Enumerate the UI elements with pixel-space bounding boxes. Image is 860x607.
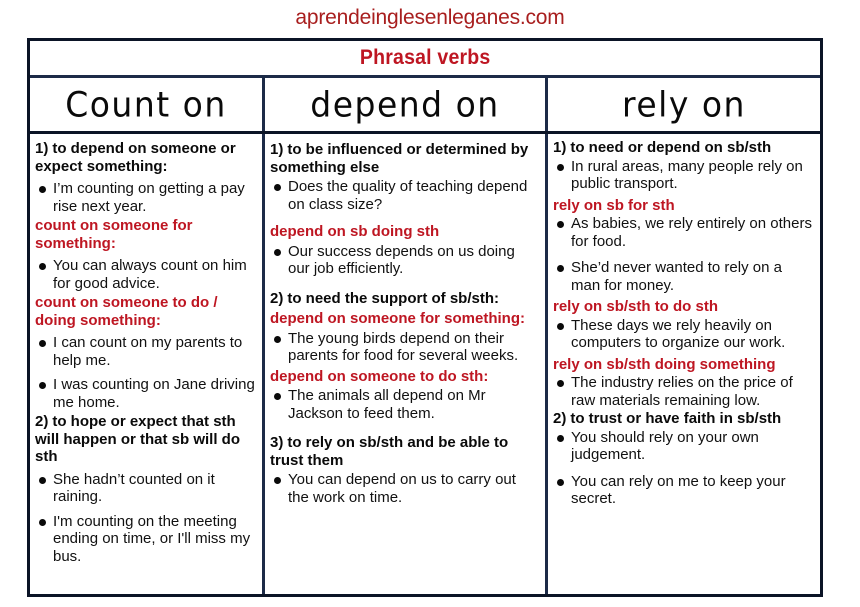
column-header-label: Count on (65, 83, 227, 125)
example-list (553, 429, 815, 508)
example-list (35, 334, 257, 411)
example-list (270, 243, 540, 278)
example-item: She’d never wanted to rely on a man for money. (553, 259, 815, 294)
example-list (553, 158, 815, 193)
sense-text: to need the support of sb/sth: (287, 289, 499, 307)
example-item: I was counting on Jane driving me home. (35, 376, 257, 411)
example-item: Our success depends on us doing our job efficiently. (270, 243, 540, 278)
example-list (35, 180, 257, 215)
sense-text: to trust or have faith in sb/sth (570, 410, 782, 427)
phrasal-verbs-table (27, 38, 823, 597)
example-item: You can depend on us to carry out the work on time. (270, 471, 540, 506)
example-item: The animals all depend on Mr Jackson to feed them. (270, 387, 540, 422)
pattern-heading: depend on someone for something: (270, 310, 526, 327)
sense-number: 2) (270, 289, 284, 307)
example-list (270, 330, 540, 365)
sense-definition (553, 138, 815, 157)
sense-definition (270, 433, 540, 469)
pattern-heading: count on someone to do / doing something: (35, 294, 218, 329)
example-list (35, 257, 257, 292)
example-item: Does the quality of teaching depend on class size? (270, 178, 540, 213)
sense-number: 2) (35, 413, 49, 430)
sense-text: to hope or expect that sth will happen or that sb will do sth (35, 413, 241, 465)
sense-number: 1) (270, 141, 284, 158)
sense-number: 3) (270, 434, 284, 451)
example-list (270, 387, 540, 422)
example-item: These days we rely heavily on computers to organize our work. (553, 317, 815, 352)
table-title: Phrasal verbs (359, 46, 491, 69)
column-header-label: rely on (622, 83, 746, 125)
sense-definition (553, 409, 815, 428)
example-item: You can always count on him for good advice. (35, 257, 257, 292)
pattern-heading: depend on someone to do sth: (270, 367, 489, 385)
sense-text: to rely on sb/sth and be able to trust them (270, 434, 509, 469)
example-list (270, 178, 540, 213)
example-list (553, 317, 815, 352)
example-item: As babies, we rely entirely on others for food. (553, 215, 815, 250)
table-title-row (30, 41, 820, 78)
column-body-rely-on (545, 134, 820, 594)
sense-text: to be influenced or determined by something else (270, 141, 529, 176)
column-header-count-on (30, 78, 262, 131)
pattern-heading: rely on sb/sth doing something (553, 355, 776, 373)
sense-number: 1) (35, 140, 49, 157)
sense-text: to need or depend on sb/sth (570, 139, 772, 156)
example-list (35, 471, 257, 566)
example-item: The industry relies on the price of raw materials remaining low. (553, 374, 815, 409)
column-header-depend-on (262, 78, 545, 131)
example-list (553, 374, 815, 409)
column-body-depend-on (262, 134, 545, 594)
example-item: The young birds depend on their parents for food for several weeks. (270, 330, 540, 365)
example-item: I'm counting on the meeting ending on time, or I'll miss my bus. (35, 513, 257, 566)
sense-number: 2) (553, 410, 567, 427)
example-list (270, 471, 540, 506)
sense-number: 1) (553, 139, 567, 156)
pattern-heading: depend on sb doing sth (270, 223, 440, 240)
column-body-count-on (30, 134, 262, 594)
pattern-heading: rely on sb for sth (553, 196, 675, 214)
example-item: She hadn’t counted on it raining. (35, 471, 257, 506)
example-item: I’m counting on getting a pay rise next year. (35, 180, 257, 215)
sense-definition (270, 289, 540, 308)
sense-definition (35, 139, 257, 175)
sense-definition (270, 140, 540, 176)
sense-definition (35, 412, 257, 466)
site-url: aprendeinglesenleganes.com (295, 6, 565, 29)
example-item: I can count on my parents to help me. (35, 334, 257, 369)
pattern-heading: count on someone for something: (35, 217, 193, 252)
example-item: You should rely on your own judgement. (553, 429, 815, 464)
column-header-label: depend on (310, 83, 500, 125)
example-list (553, 215, 815, 294)
table-body-row (30, 134, 820, 594)
sense-text: to depend on someone or expect something: (35, 140, 236, 175)
table-header-row (30, 78, 820, 134)
pattern-heading: rely on sb/sth to do sth (553, 298, 719, 315)
example-item: You can rely on me to keep your secret. (553, 473, 815, 508)
column-header-rely-on (545, 78, 820, 131)
example-item: In rural areas, many people rely on public transport. (553, 158, 815, 193)
